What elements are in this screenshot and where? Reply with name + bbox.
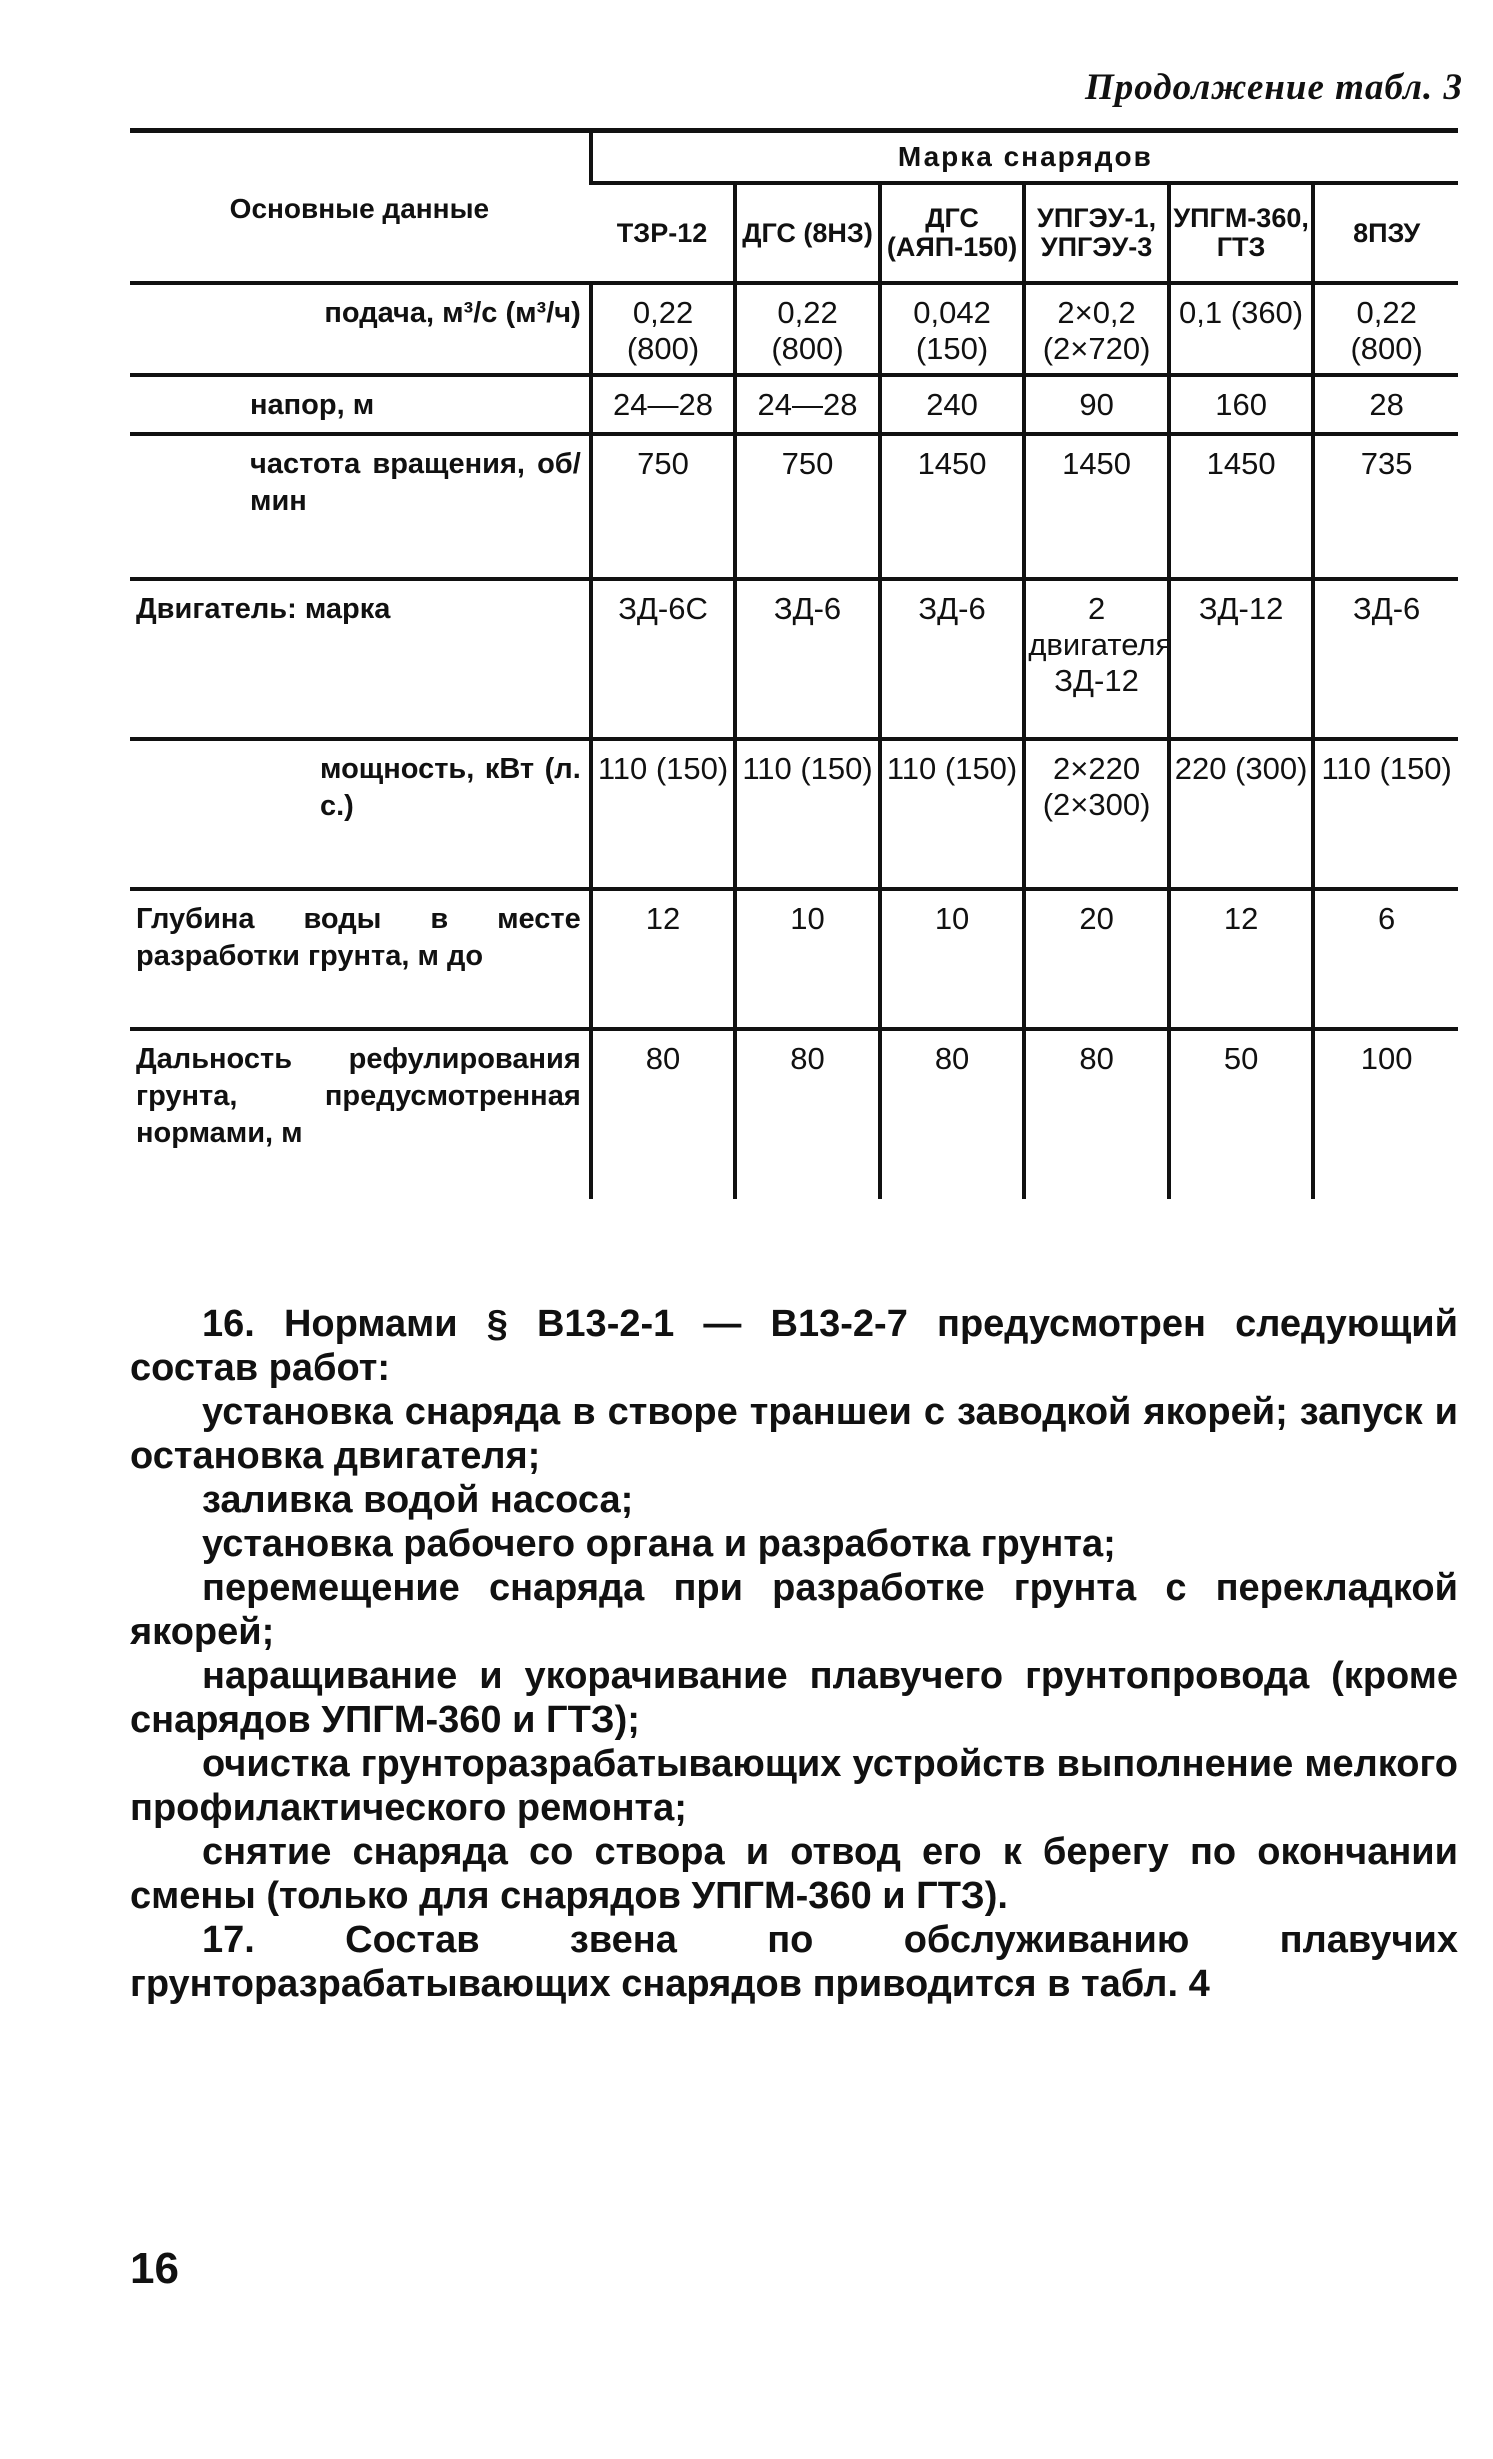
- row-label: Глубина воды в месте разработки грунта, м до: [130, 889, 591, 1029]
- specs-table-wrapper: [130, 128, 1458, 1199]
- table-cell: 240: [880, 375, 1025, 434]
- paragraph: очистка грунторазрабатывающих устройств выполнение мелкого профилактического ремонта;: [130, 1743, 1458, 1829]
- table-cell: 24—28: [591, 375, 736, 434]
- row-label: Дальность рефулирования грунта, предусмотренная нормами, м: [130, 1029, 591, 1199]
- table-cell: 50: [1169, 1029, 1314, 1199]
- page-number: 16: [130, 2244, 179, 2293]
- paragraph: 17. Состав звена по обслуживанию плавучих грунторазрабатывающих снарядов приводится в табл. 4: [130, 1919, 1458, 2005]
- row-label: подача, м³/с (м³/ч): [130, 283, 591, 375]
- table-cell: 110 (150): [1313, 739, 1458, 889]
- table-cell: 0,22 (800): [591, 283, 736, 375]
- table-cell: ЗД-6С: [591, 579, 736, 739]
- table-cell: 80: [735, 1029, 880, 1199]
- table-cell: 24—28: [735, 375, 880, 434]
- table-cell: 1450: [1024, 434, 1169, 579]
- table-cell: 10: [735, 889, 880, 1029]
- table-cell: 750: [591, 434, 736, 579]
- table-cell: 0,042 (150): [880, 283, 1025, 375]
- table-cell: 0,22 (800): [735, 283, 880, 375]
- paragraph: установка рабочего органа и разработка грунта;: [202, 1523, 1116, 1565]
- continuation-title: Продолжение табл. 3: [1085, 67, 1463, 108]
- table-cell: 80: [880, 1029, 1025, 1199]
- table-cell: 12: [1169, 889, 1314, 1029]
- paragraph: перемещение снаряда при разработке грунта с перекладкой якорей;: [130, 1567, 1458, 1653]
- table-row: [130, 739, 1458, 889]
- table-cell: 1450: [880, 434, 1025, 579]
- body-text: [130, 1302, 1458, 2006]
- column-header: 8ПЗУ: [1313, 183, 1458, 283]
- column-header: УПГЭУ-1, УПГЭУ-3: [1024, 183, 1169, 283]
- table-cell: 1450: [1169, 434, 1314, 579]
- column-header: ДГС (8НЗ): [735, 183, 880, 283]
- specs-table: [130, 128, 1458, 1199]
- table-cell: ЗД-6: [735, 579, 880, 739]
- table-cell: 20: [1024, 889, 1169, 1029]
- table-cell: 0,1 (360): [1169, 283, 1314, 375]
- column-header: ТЗР-12: [591, 183, 736, 283]
- table-cell: 90: [1024, 375, 1169, 434]
- table-cell: 110 (150): [591, 739, 736, 889]
- table-cell: 100: [1313, 1029, 1458, 1199]
- table-row: [130, 283, 1458, 375]
- table-cell: 750: [735, 434, 880, 579]
- paragraph: заливка водой насоса;: [202, 1479, 634, 1521]
- table-cell: 735: [1313, 434, 1458, 579]
- paragraph: наращивание и укорачивание плавучего грунтопровода (кроме снарядов УПГМ-360 и ГТЗ);: [130, 1655, 1458, 1741]
- table-cell: 160: [1169, 375, 1314, 434]
- table-cell: 2×0,2 (2×720): [1024, 283, 1169, 375]
- paragraph: 16. Нормами § В13-2-1 — В13-2-7 предусмотрен следующий состав работ:: [130, 1303, 1458, 1389]
- header-group-marks: Марка снарядов: [591, 131, 1458, 184]
- row-label: напор, м: [130, 375, 591, 434]
- table-row: [130, 434, 1458, 579]
- table-cell: 80: [1024, 1029, 1169, 1199]
- table-cell: ЗД-12: [1169, 579, 1314, 739]
- table-cell: ЗД-6: [1313, 579, 1458, 739]
- table-cell: 10: [880, 889, 1025, 1029]
- table-cell: 28: [1313, 375, 1458, 434]
- table-cell: 220 (300): [1169, 739, 1314, 889]
- table-cell: 12: [591, 889, 736, 1029]
- table-cell: 110 (150): [735, 739, 880, 889]
- paragraph: снятие снаряда со створа и отвод его к берегу по окончании смены (только для снарядов УПГМ-360 и ГТЗ).: [130, 1831, 1458, 1917]
- row-label: частота вращения, об/мин: [130, 434, 591, 579]
- row-label: Двигатель: марка: [130, 579, 591, 739]
- table-row: [130, 1029, 1458, 1199]
- table-cell: 0,22 (800): [1313, 283, 1458, 375]
- table-row: [130, 889, 1458, 1029]
- table-cell: 2×220 (2×300): [1024, 739, 1169, 889]
- header-main-data: Основные данные: [130, 131, 591, 284]
- table-row: [130, 375, 1458, 434]
- column-header: ДГС (АЯП-150): [880, 183, 1025, 283]
- table-cell: 6: [1313, 889, 1458, 1029]
- table-cell: 110 (150): [880, 739, 1025, 889]
- table-cell: 2 двигателя ЗД-12: [1024, 579, 1169, 739]
- table-row: [130, 579, 1458, 739]
- row-label: мощность, кВт (л. с.): [130, 739, 591, 889]
- paragraph: установка снаряда в створе траншеи с заводкой якорей; запуск и остановка двигателя;: [130, 1391, 1458, 1477]
- column-header: УПГМ-360, ГТЗ: [1169, 183, 1314, 283]
- table-header-row-1: [130, 131, 1458, 184]
- table-cell: ЗД-6: [880, 579, 1025, 739]
- table-cell: 80: [591, 1029, 736, 1199]
